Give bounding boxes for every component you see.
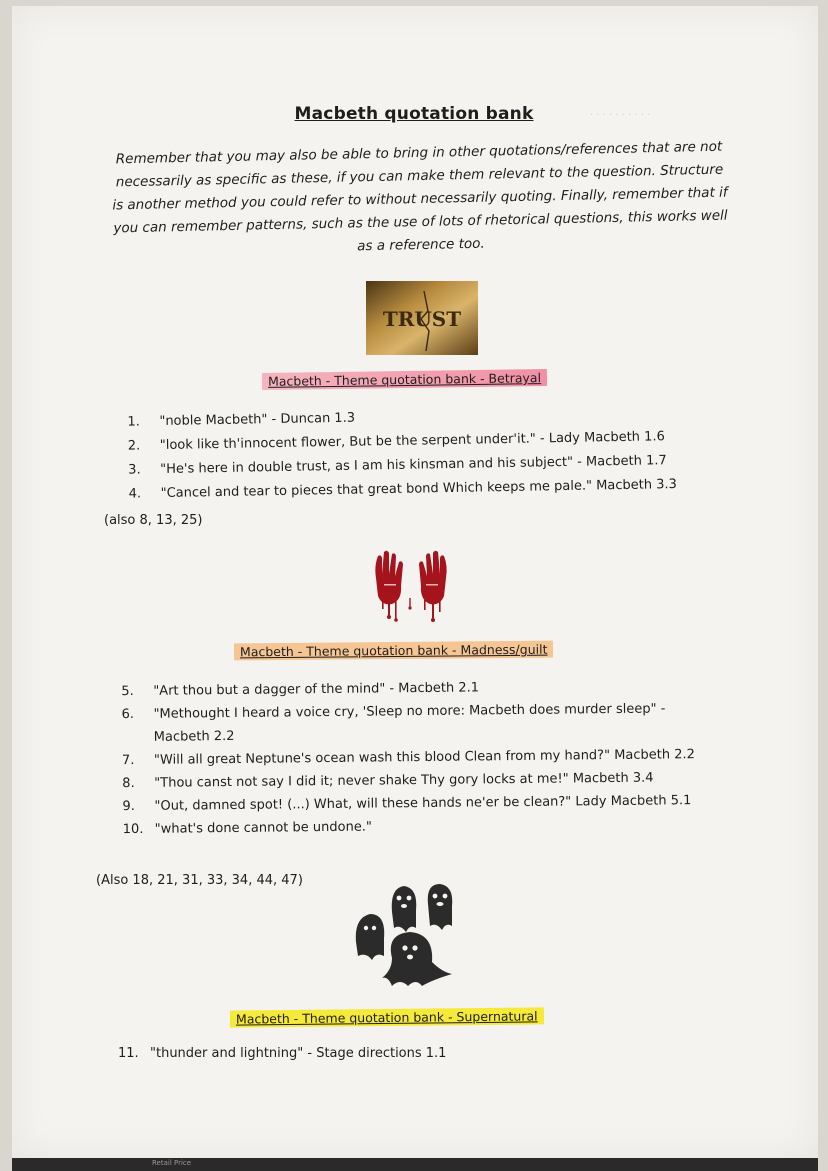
trust-plaque-text: TRUST: [382, 307, 462, 331]
quote-text: "Out, damned spot! (...) What, will these hands ne'er be clean?" Lady Macbeth 5.1: [154, 793, 692, 814]
quote-list-betrayal: [127, 399, 769, 506]
bottom-label: Retail Price: [152, 1159, 192, 1167]
cross-reference-betrayal: (also 8, 13, 25): [104, 513, 203, 528]
list-item: [121, 697, 721, 749]
section-heading-madness-guilt: Macbeth - Theme quotation bank - Madness/guilt: [234, 641, 554, 661]
page-title: Macbeth quotation bank: [294, 104, 534, 124]
section-heading-betrayal: Macbeth - Theme quotation bank - Betrayal: [262, 369, 547, 390]
quote-text: "Cancel and tear to pieces that great bond Which keeps me pale." Macbeth 3.3: [160, 477, 677, 502]
list-item-number: 10.: [122, 821, 144, 838]
quote-text: "Will all great Neptune's ocean wash this blood Clean from my hand?" Macbeth 2.2: [153, 747, 695, 768]
list-item-number: 7.: [121, 753, 135, 769]
show-through-text: · · · · · · · · · ·: [590, 110, 651, 121]
list-item-number: 4.: [128, 486, 142, 502]
intro-paragraph: Remember that you may also be able to bring in other quotations/references that are not necessarily as specific as these, if you can make them relevant to the question. Structure is another method you could refer to without necessarily quoting. Finally, remember that if you can remember patterns, such as the use of lots of rhetorical questions, this works well as a reference too.: [112, 138, 728, 255]
list-item-number: 8.: [122, 776, 135, 792]
list-item-number: 2.: [127, 438, 141, 454]
list-item-number: 9.: [122, 799, 135, 815]
quote-text: "Art thou but a dagger of the mind" - Macbeth 2.1: [153, 680, 480, 699]
list-item: [118, 1043, 718, 1065]
bloody-hands-icon: [362, 548, 460, 628]
list-item-number: 11.: [118, 1046, 139, 1061]
quote-text: "Methought I heard a voice cry, 'Sleep no more: Macbeth does murder sleep" - Macbeth 2.2: [153, 701, 666, 745]
ghosts-icon: [352, 882, 464, 988]
quote-list-supernatural: [118, 1043, 718, 1065]
list-item-number: 3.: [128, 462, 141, 478]
quote-text: "Thou canst not say I did it; never shake Thy gory locks at me!" Macbeth 3.4: [154, 770, 654, 791]
quote-text: "He's here in double trust, as I am his kinsman and his subject" - Macbeth 1.7: [160, 453, 667, 478]
scan-bottom-edge: [12, 1158, 818, 1171]
list-item-number: 5.: [121, 684, 134, 700]
section-heading-supernatural: Macbeth - Theme quotation bank - Supernatural: [230, 1007, 544, 1027]
quote-text: "look like th'innocent flower, But be the serpent under'it." - Lady Macbeth 1.6: [159, 429, 665, 454]
list-item-number: 6.: [121, 707, 135, 723]
quote-text: "what's done cannot be undone.": [154, 819, 372, 837]
quote-text: "noble Macbeth" - Duncan 1.3: [159, 410, 356, 430]
cross-reference-madness-guilt: (Also 18, 21, 31, 33, 34, 44, 47): [96, 873, 303, 888]
list-item-number: 1.: [127, 414, 140, 430]
quote-list-madness-guilt: [121, 674, 723, 841]
trust-plaque-icon: [366, 281, 478, 355]
quote-text: "thunder and lightning" - Stage directions 1.1: [150, 1046, 447, 1061]
